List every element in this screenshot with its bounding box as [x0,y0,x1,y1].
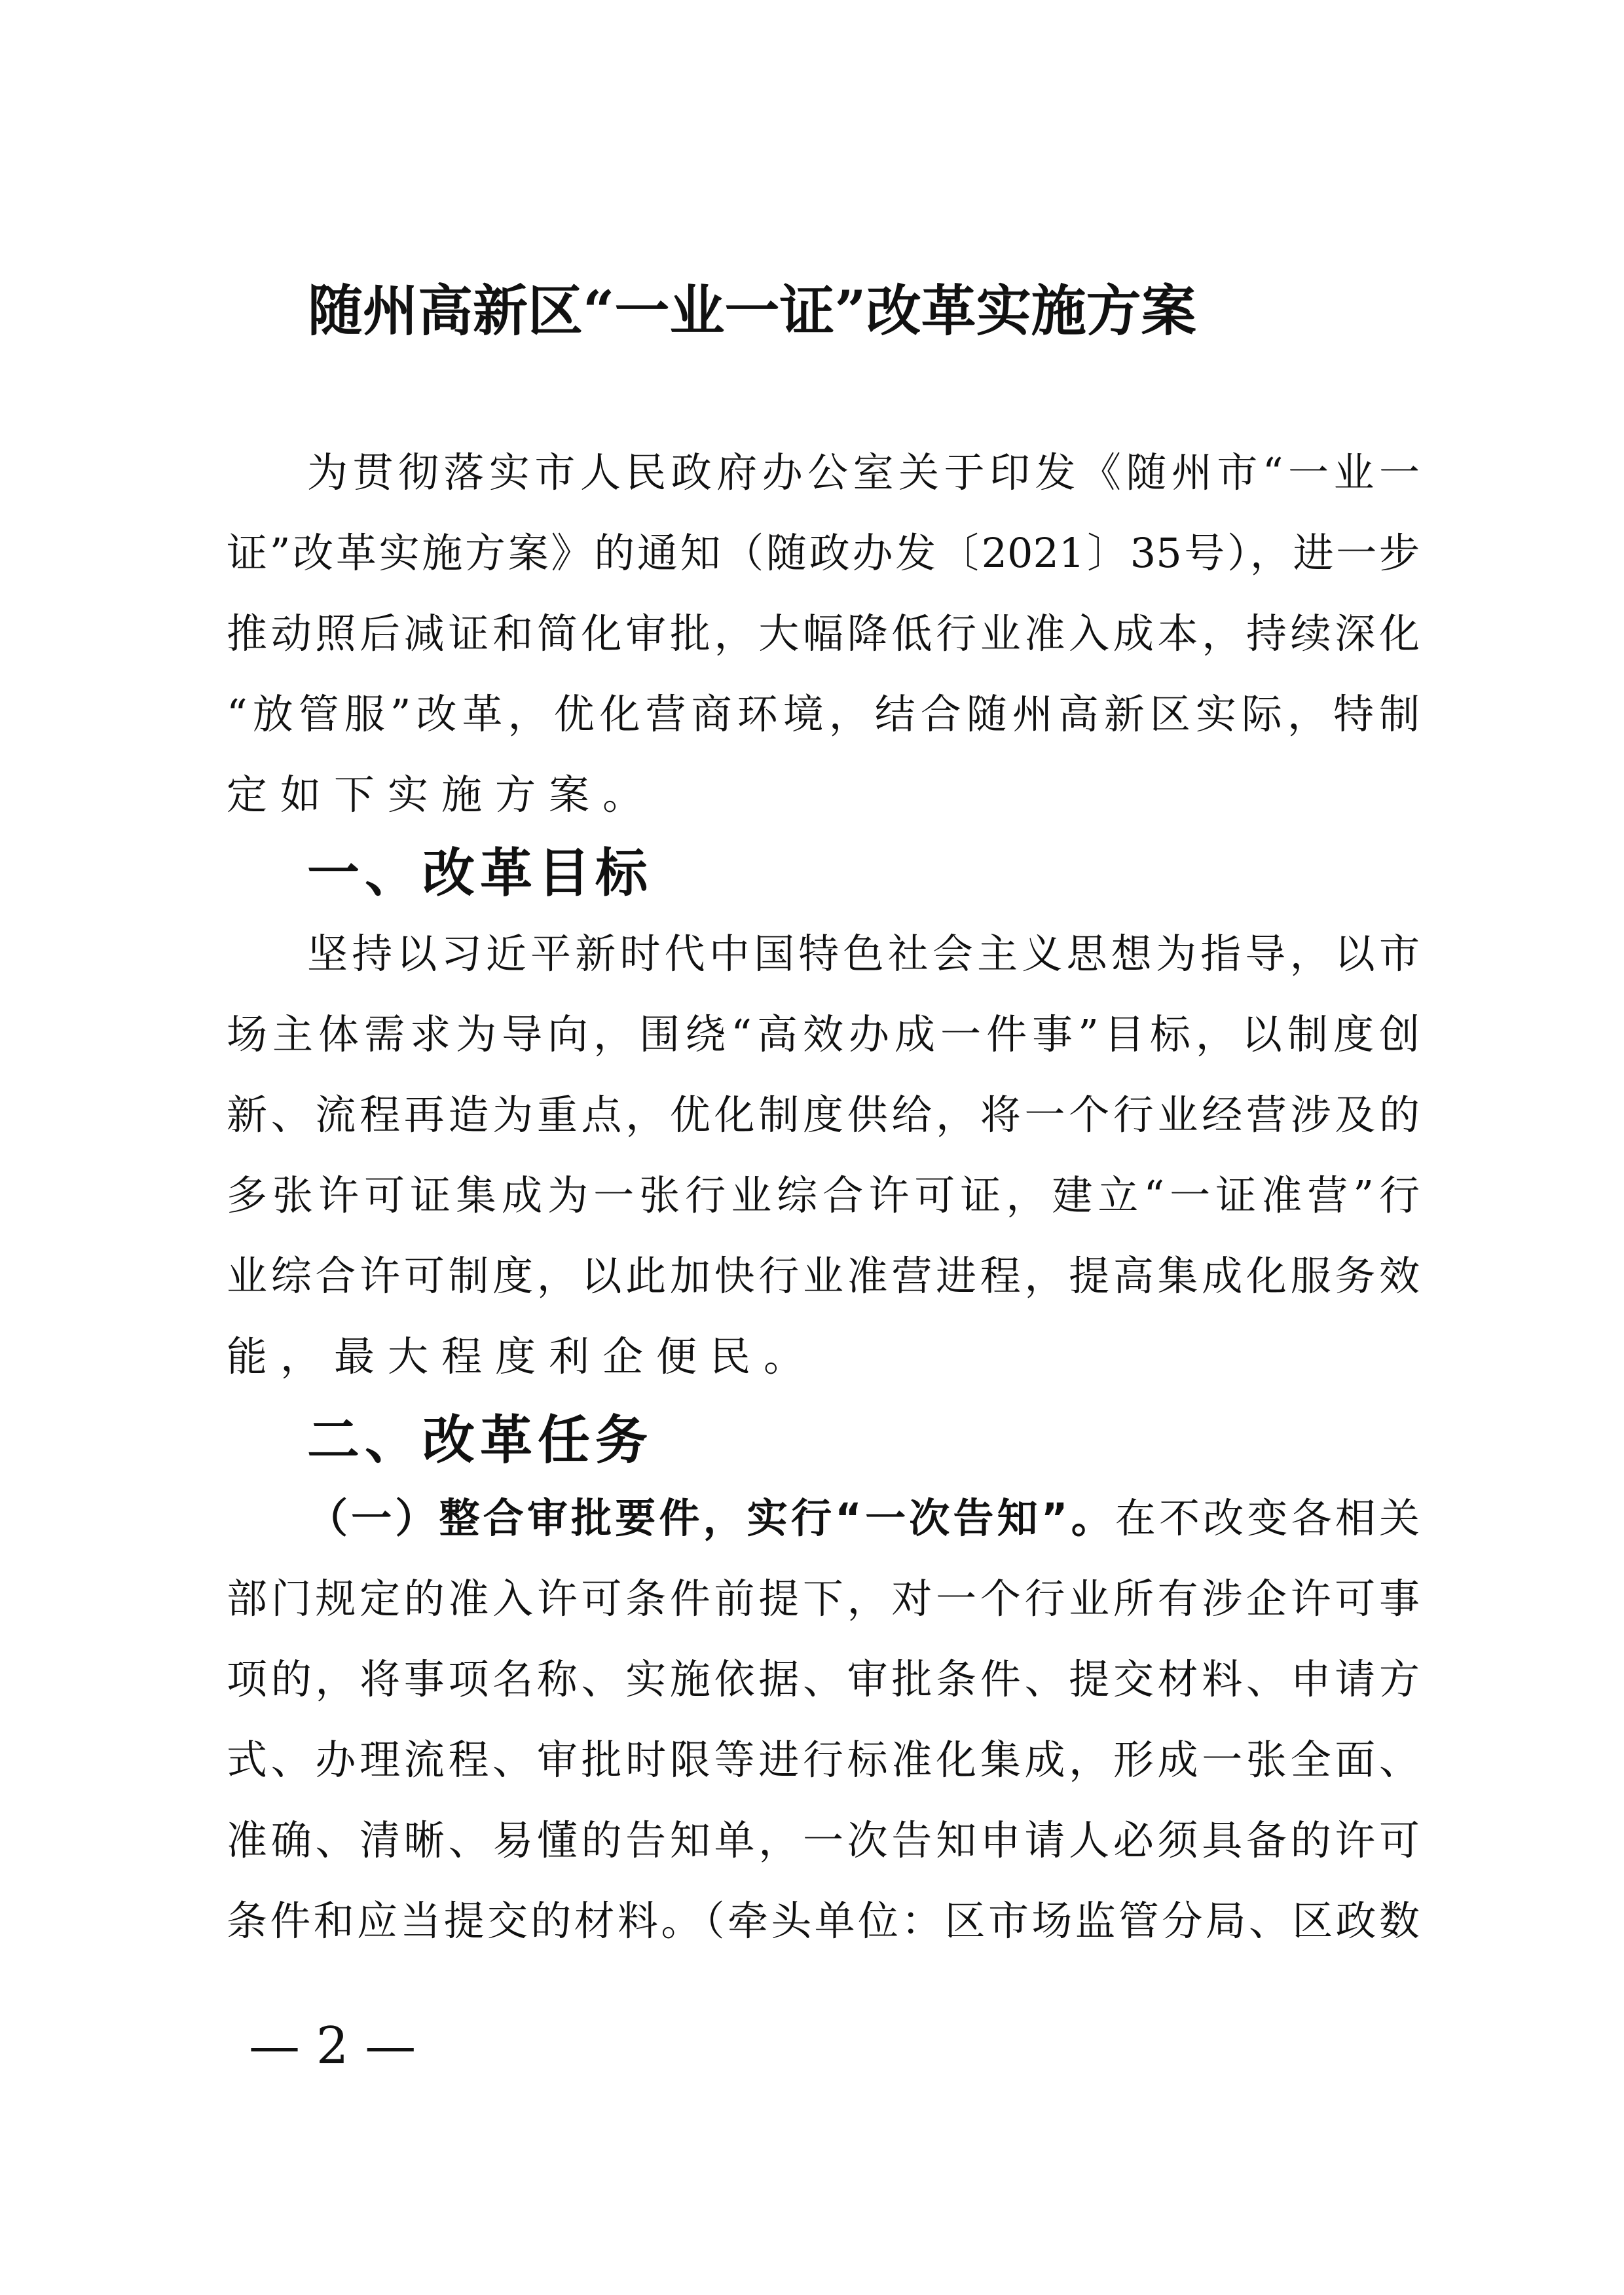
task-item-text: 在不改变各相关 [1115,1494,1420,1542]
intro-line: 定如下实施方案。 [227,771,657,818]
body-line: 准确、清晰、易懂的告知单，一次告知申请人必须具备的许可 [227,1816,1420,1864]
intro-line: “放管服”改革，优化营商环境，结合随州高新区实际，特制 [227,690,1420,738]
body-line: 项的，将事项名称、实施依据、审批条件、提交材料、申请方 [227,1655,1420,1703]
intro-line: 证”改革实施方案》的通知（随政办发〔2021〕35号），进一步 [227,529,1420,577]
body-line: 多张许可证集成为一张行业综合许可证，建立“一证准营”行 [227,1171,1420,1219]
section-heading-goals: 一、改革目标 [307,843,653,904]
task-item-title: （一）整合审批要件，实行“一次告知”。 [307,1494,1115,1542]
body-line: 新、流程再造为重点，优化制度供给，将一个行业经营涉及的 [227,1091,1420,1139]
body-line: 条件和应当提交的材料。（牵头单位：区市场监管分局、区政数 [227,1897,1420,1945]
intro-line: 推动照后减证和简化审批，大幅降低行业准入成本，持续深化 [227,610,1420,657]
document-title: 随州高新区“一业一证”改革实施方案 [308,278,1196,343]
section-heading-tasks: 二、改革任务 [307,1410,653,1471]
page-number: — 2 — [249,2017,416,2076]
body-line: 能，最大程度利企便民。 [227,1332,818,1380]
body-line: 业综合许可制度，以此加快行业准营进程，提高集成化服务效 [227,1252,1420,1300]
body-line: 场主体需求为导向，围绕“高效办成一件事”目标，以制度创 [227,1010,1420,1058]
body-line: 坚持以习近平新时代中国特色社会主义思想为指导，以市 [307,930,1420,978]
body-line: 式、办理流程、审批时限等进行标准化集成，形成一张全面、 [227,1736,1420,1784]
intro-line: 为贯彻落实市人民政府办公室关于印发《随州市“一业一 [307,449,1420,496]
body-line: 部门规定的准入许可条件前提下，对一个行业所有涉企许可事 [227,1575,1420,1623]
body-line [307,1482,1420,1554]
